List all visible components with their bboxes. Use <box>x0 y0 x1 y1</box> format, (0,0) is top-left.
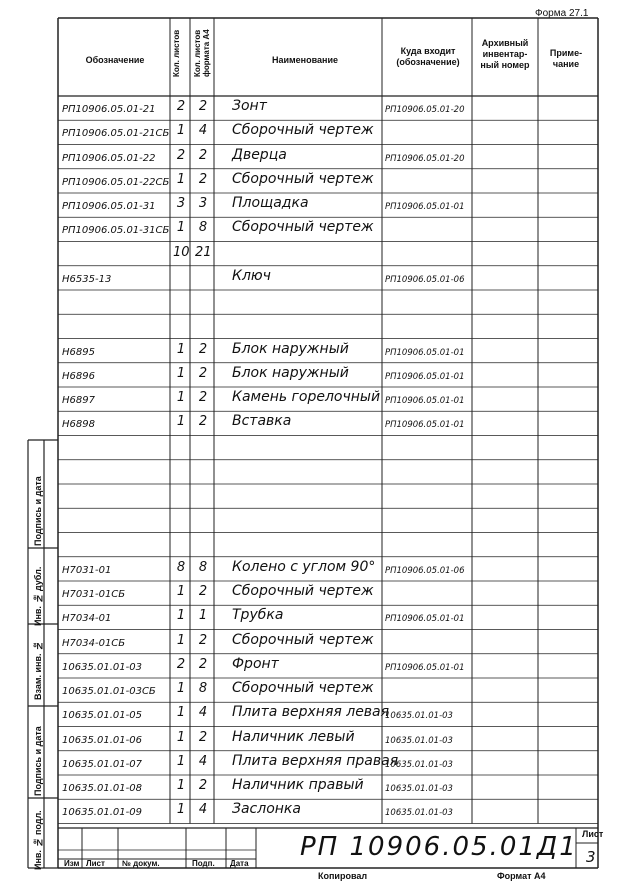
cell-designation: 10635.01.01-09 <box>62 807 142 819</box>
cell-sheets: 1 <box>176 802 186 818</box>
cell-where-used: РП10906.05.01-06 <box>385 274 465 285</box>
cell-designation: РП10906.05.01-31СБ <box>62 225 170 237</box>
cell-sheets: 1 <box>176 220 186 236</box>
table-row <box>0 193 600 217</box>
cell-name: Сборочный чертеж <box>232 680 374 696</box>
cell-sheets-a4: 2 <box>198 341 208 357</box>
cell-where-used: 10635.01.01-03 <box>385 808 453 819</box>
cell-where-used: РП10906.05.01-01 <box>385 371 465 382</box>
cell-sheets-a4: 4 <box>198 705 208 721</box>
table-row <box>0 751 600 775</box>
cell-sheets: 2 <box>176 147 186 163</box>
table-row <box>0 799 600 823</box>
cell-sheets: 1 <box>176 632 186 648</box>
cell-name: Сборочный чертеж <box>232 583 374 599</box>
cell-sheets: 1 <box>176 753 186 769</box>
header-name: Наименование <box>271 55 339 65</box>
footer-format: Формат А4 <box>497 871 546 881</box>
stamp-list: Лист <box>86 859 105 868</box>
table-row <box>0 533 600 557</box>
cell-where-used: РП10906.05.01-20 <box>385 105 465 115</box>
cell-sheets-a4: 1 <box>198 608 208 624</box>
table-row <box>0 145 600 169</box>
cell-sheets: 1 <box>176 705 186 721</box>
cell-sheets: 1 <box>176 341 186 357</box>
cell-where-used: РП10906.05.01-06 <box>385 565 465 576</box>
cell-where-used: РП10906.05.01-01 <box>385 614 465 625</box>
side-label-vzam-inv: Взам. инв. № <box>33 640 43 700</box>
cell-name: Сборочный чертеж <box>232 219 374 236</box>
sheet-number: 3 <box>586 848 596 866</box>
cell-sheets-a4: 2 <box>198 656 208 672</box>
header-sheets: Кол. листов <box>172 29 181 77</box>
header-note: Приме- чание <box>549 48 583 69</box>
table-row <box>0 266 600 290</box>
cell-name: Сборочный чертеж <box>232 122 374 139</box>
stamp-podp: Подп. <box>192 859 215 868</box>
cell-sheets-a4: 2 <box>198 147 208 163</box>
side-label-podpis-data-2: Подпись и дата <box>33 476 43 546</box>
stamp-doc-no: № докум. <box>122 859 160 868</box>
table-row <box>0 314 600 338</box>
cell-name: Заслонка <box>232 801 301 818</box>
cell-designation: 10635.01.01-05 <box>62 710 142 722</box>
side-label-inv-dubl: Инв. № дубл. <box>33 566 43 626</box>
cell-sheets-a4: 2 <box>198 99 208 114</box>
cell-sheets-a4: 2 <box>198 584 208 599</box>
header-where-used: Куда входит (обозначение) <box>396 46 460 67</box>
table-row <box>0 727 600 751</box>
table-row <box>0 654 600 678</box>
cell-where-used: РП10906.05.01-20 <box>385 153 465 164</box>
cell-designation: Н6535-13 <box>62 273 112 285</box>
cell-name: Колено с углом 90° <box>232 558 376 575</box>
cell-sheets: 1 <box>176 729 186 745</box>
stamp-data: Дата <box>230 859 249 868</box>
cell-designation: Н6895 <box>62 346 95 358</box>
cell-sheets: 1 <box>176 584 186 599</box>
table-row <box>0 702 600 726</box>
table-row <box>0 436 600 460</box>
table-row <box>0 605 600 629</box>
cell-where-used: 10635.01.01-03 <box>385 784 453 794</box>
cell-sheets-a4: 2 <box>198 778 208 793</box>
cell-name: Плита верхняя правая <box>232 752 399 769</box>
cell-designation: Н7034-01 <box>62 613 112 625</box>
cell-name: Зонт <box>232 98 267 114</box>
table-row <box>0 775 600 799</box>
table-row <box>0 557 600 581</box>
form-label: Форма 27.1 <box>535 8 589 19</box>
table-row <box>0 678 600 702</box>
cell-designation: Н6897 <box>62 395 95 406</box>
cell-sheets: 1 <box>176 171 186 187</box>
table-row <box>0 387 600 411</box>
cell-designation: 10635.01.01-03 <box>62 661 142 673</box>
header-sheets-a4: Кол. листов формата А4 <box>193 29 211 77</box>
cell-designation: 10635.01.01-03СБ <box>62 686 156 697</box>
cell-sheets-a4: 8 <box>198 559 208 575</box>
cell-sheets-a4: 4 <box>198 753 208 769</box>
cell-where-used: РП10906.05.01-01 <box>385 420 465 431</box>
cell-sheets-a4: 3 <box>198 196 208 211</box>
cell-sheets-a4: 2 <box>198 365 208 381</box>
cell-name: Блок наружный <box>232 340 349 357</box>
sheet-label: Лист <box>582 829 604 839</box>
cell-sheets-a4: 8 <box>198 681 208 696</box>
cell-where-used: РП10906.05.01-01 <box>385 202 465 212</box>
cell-name: Сборочный чертеж <box>232 631 374 648</box>
cell-name: Ключ <box>232 267 271 284</box>
cell-name: Блок наружный <box>232 364 349 381</box>
cell-designation: 10635.01.01-08 <box>62 783 142 794</box>
cell-name: Плита верхняя левая <box>232 704 390 721</box>
cell-designation: Н6898 <box>62 419 95 431</box>
side-label-inv-podl: Инв. № подл. <box>33 810 43 870</box>
cell-designation: РП10906.05.01-22СБ <box>62 176 170 188</box>
cell-sheets-a4: 2 <box>198 414 208 430</box>
cell-sheets: 1 <box>176 681 186 696</box>
cell-where-used: 10635.01.01-03 <box>385 759 453 770</box>
cell-name: Вставка <box>232 413 292 430</box>
cell-sheets-a4: 2 <box>198 171 208 187</box>
table-row <box>0 581 600 605</box>
cell-designation: Н7031-01СБ <box>62 589 126 600</box>
table-row <box>0 96 600 120</box>
cell-name: Трубка <box>232 607 284 624</box>
cell-name: Сборочный чертеж <box>232 170 374 187</box>
table-row <box>0 120 600 144</box>
cell-sheets-a4: 2 <box>198 390 208 405</box>
cell-sheets-a4: 8 <box>198 220 208 236</box>
table-row <box>0 411 600 435</box>
cell-designation: Н6896 <box>62 370 95 382</box>
cell-sheets: 2 <box>176 656 186 672</box>
cell-designation: Н7034-01СБ <box>62 637 126 649</box>
cell-sheets: 3 <box>176 196 186 211</box>
table-row <box>0 630 600 654</box>
cell-sheets-a4: 4 <box>198 802 208 818</box>
cell-where-used: РП10906.05.01-01 <box>385 662 465 673</box>
cell-designation: РП10906.05.01-22 <box>62 152 156 164</box>
table-row <box>0 363 600 387</box>
cell-sheets-a4: 2 <box>198 729 208 745</box>
table-row <box>0 290 600 314</box>
table-row <box>0 217 600 241</box>
cell-sheets-a4: 4 <box>198 123 208 139</box>
cell-designation: РП10906.05.01-31 <box>62 201 156 212</box>
table-row <box>0 508 600 532</box>
table-row <box>0 484 600 508</box>
cell-where-used: РП10906.05.01-01 <box>385 347 465 358</box>
cell-designation: РП10906.05.01-21СБ <box>62 128 170 140</box>
header-archive: Архивный инвентар- ный номер <box>480 38 530 70</box>
cell-sheets: 8 <box>176 559 186 575</box>
cell-sheets: 10 <box>173 244 190 260</box>
side-label-podpis-data-1: Подпись и дата <box>33 726 43 796</box>
cell-name: Наличник левый <box>232 728 355 745</box>
cell-sheets: 1 <box>176 390 186 405</box>
cell-name: Фронт <box>232 655 279 672</box>
cell-name: Площадка <box>232 195 309 211</box>
table-row <box>0 169 600 193</box>
table-row <box>0 339 600 363</box>
cell-designation: Н7031-01 <box>62 564 112 576</box>
stamp-izm: Изм <box>64 859 80 868</box>
cell-name: Дверца <box>232 146 287 163</box>
table-row <box>0 460 600 484</box>
cell-where-used: 10635.01.01-03 <box>385 711 453 722</box>
cell-sheets: 1 <box>176 778 186 793</box>
cell-sheets: 1 <box>176 608 186 624</box>
cell-designation: 10635.01.01-06 <box>62 734 142 746</box>
cell-designation: 10635.01.01-07 <box>62 758 142 770</box>
cell-sheets: 1 <box>176 365 186 381</box>
cell-sheets-a4: 2 <box>198 632 208 648</box>
cell-designation: РП10906.05.01-21 <box>62 104 156 115</box>
cell-name: Камень горелочный <box>232 389 381 405</box>
header-designation: Обозначение <box>85 55 145 65</box>
cell-sheets-a4: 21 <box>195 244 212 260</box>
cell-where-used: РП10906.05.01-01 <box>385 396 465 406</box>
table-row <box>0 242 600 266</box>
cell-sheets: 1 <box>176 123 186 139</box>
cell-name: Наличник правый <box>232 777 364 793</box>
footer-copied: Копировал <box>318 871 368 881</box>
document-code: РП 10906.05.01Д1 <box>300 832 578 862</box>
cell-sheets: 2 <box>176 99 186 114</box>
cell-where-used: 10635.01.01-03 <box>385 735 453 746</box>
cell-sheets: 1 <box>176 414 186 430</box>
